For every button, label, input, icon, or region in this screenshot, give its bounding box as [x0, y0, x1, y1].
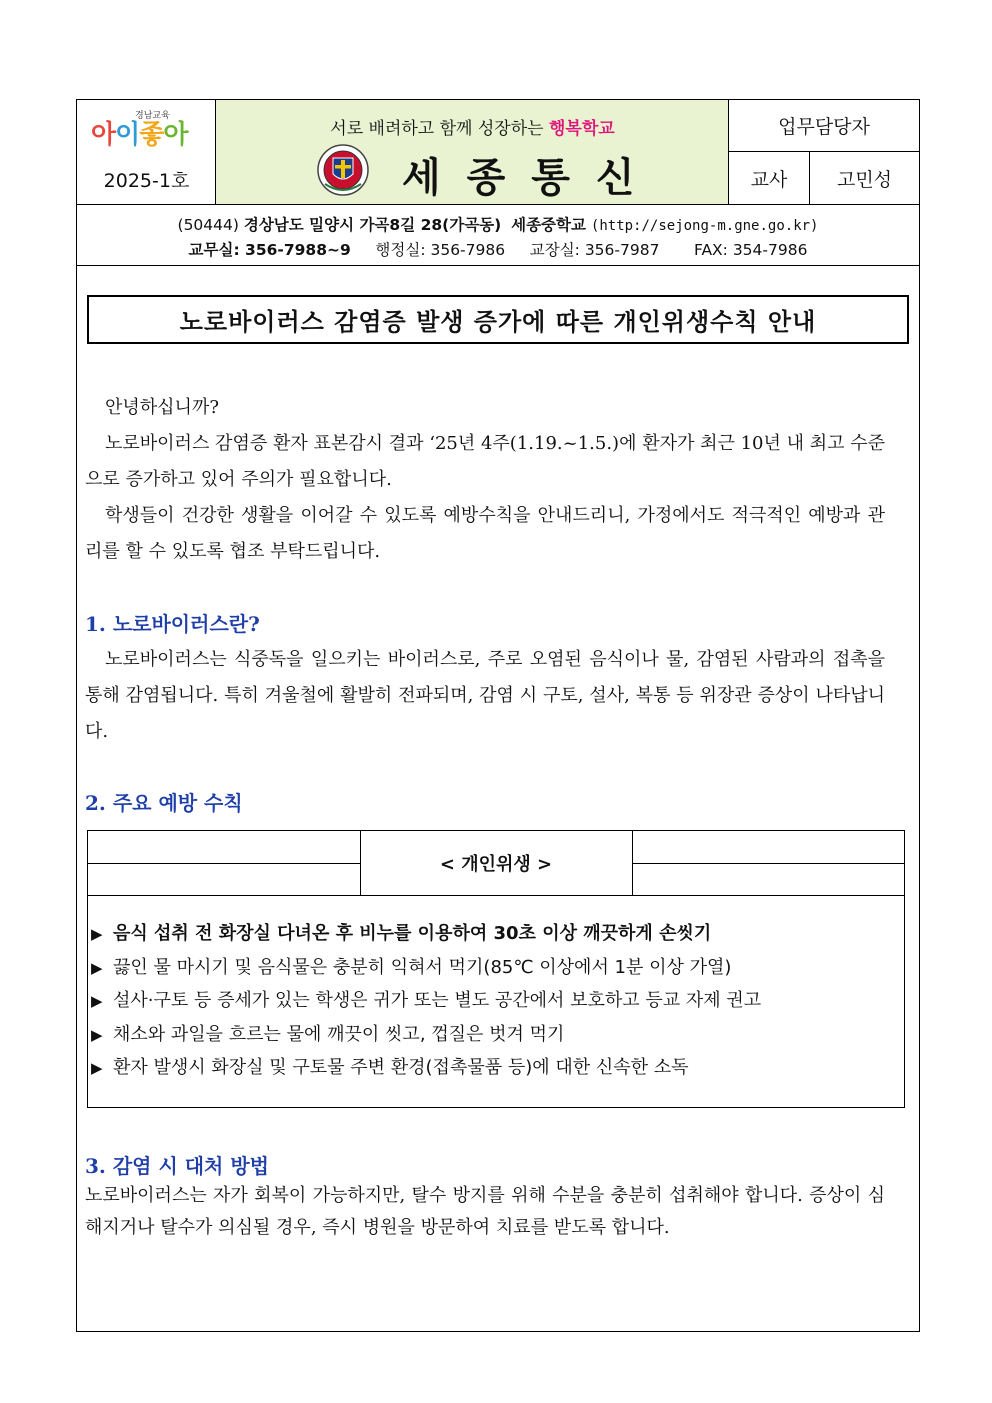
- triangle-bullet-icon: ▶: [91, 1059, 103, 1077]
- manager-role: 교사: [729, 152, 810, 204]
- newsletter-title: 세종통신: [402, 155, 661, 201]
- intro-paragraph-1: 노로바이러스 감염증 환자 표본감시 결과 ‘25년 4주(1.19.~1.5.)에 환자가 최근 10년 내 최고 수준으로 증가하고 있어 주의가 필요합니다.: [85, 433, 885, 490]
- list-item: ▶ 음식 섭취 전 화장실 다녀온 후 비누를 이용하여 30초 이상 깨끗하게 손씻기: [91, 917, 901, 951]
- intro-section: [85, 390, 885, 570]
- section-3-heading: 3. 감염 시 대처 방법: [85, 1154, 269, 1178]
- logo-edu-label: 경남교육: [135, 111, 170, 121]
- list-item: ▶ 채소와 과일을 흐르는 물에 깨끗이 씻고, 껍질은 벗겨 먹기: [91, 1018, 901, 1052]
- address-line-1: (50444) 경상남도 밀양시 가곡8길 28(가곡동) 세종중학교 (http://sejong-m.gne.go.kr): [177, 216, 819, 234]
- triangle-bullet-icon: ▶: [91, 992, 103, 1010]
- section-1-heading: 1. 노로바이러스란?: [85, 612, 260, 636]
- manager-name: 고민성: [836, 168, 893, 191]
- school-motto: 서로 배려하고 함께 성장하는 행복학교: [330, 119, 615, 139]
- section-3-body-wrap: [85, 1180, 885, 1244]
- personal-hygiene-title: < 개인위생 >: [439, 854, 553, 875]
- header-table: [77, 100, 919, 205]
- school-emblem-icon: [317, 144, 369, 196]
- notice-title: 노로바이러스 감염증 발생 증가에 따른 개인위생수칙 안내: [87, 295, 909, 344]
- manager-label: 업무담당자: [729, 100, 919, 152]
- section-1-body: 노로바이러스는 식중독을 일으키는 바이러스로, 주로 오염된 음식이나 물, 감염된 사람과의 접촉을 통해 감염됩니다. 특히 겨울철에 활발히 전파되며, 감염 시 구토, 설사, 복통 등 위장관 증상이 나타납니다.: [85, 649, 885, 742]
- title-cell: [216, 100, 729, 204]
- school-url[interactable]: (http://sejong-m.gne.go.kr): [590, 218, 819, 234]
- section-1-body-wrap: [85, 642, 885, 750]
- address-line-2: 교무실: 356-7988~9 행정실: 356-7986 교장실: 356-7987 FAX: 354-7986: [188, 241, 808, 259]
- aijoa-logo: 아이좋아: [91, 120, 188, 150]
- prevention-table: [87, 830, 905, 1108]
- logo-cell: [77, 100, 216, 204]
- intro-paragraph-2: 학생들이 건강한 생활을 이어갈 수 있도록 예방수칙을 안내드리니, 가정에서도 적극적인 예방과 관리를 할 수 있도록 협조 부탁드립니다.: [85, 505, 885, 562]
- issue-number: 2025-1호: [103, 170, 190, 192]
- section-2-heading: 2. 주요 예방 수칙: [85, 791, 243, 815]
- list-item: ▶ 끓인 물 마시기 및 음식물은 충분히 익혀서 먹기(85℃ 이상에서 1분 이상 가열): [91, 951, 901, 985]
- list-item: ▶ 환자 발생시 화장실 및 구토물 주변 환경(접촉물품 등)에 대한 신속한 소독: [91, 1051, 901, 1085]
- list-item: ▶ 설사·구토 등 증세가 있는 학생은 귀가 또는 별도 공간에서 보호하고 등교 자제 권고: [91, 984, 901, 1018]
- triangle-bullet-icon: ▶: [91, 925, 103, 943]
- triangle-bullet-icon: ▶: [91, 1025, 103, 1044]
- greeting: 안녕하십니까?: [105, 397, 219, 418]
- prevention-list: [91, 917, 901, 1085]
- school-address-block: [77, 204, 919, 266]
- newsletter-frame: [76, 99, 920, 1332]
- motto-highlight: 행복학교: [548, 119, 615, 139]
- section-3-body: 노로바이러스는 자가 회복이 가능하지만, 탈수 방지를 위해 수분을 충분히 섭취해야 합니다. 증상이 심해지거나 탈수가 의심될 경우, 즉시 병원을 방문하여 치료를 받도록 합니다.: [85, 1185, 885, 1238]
- triangle-bullet-icon: ▶: [91, 958, 103, 977]
